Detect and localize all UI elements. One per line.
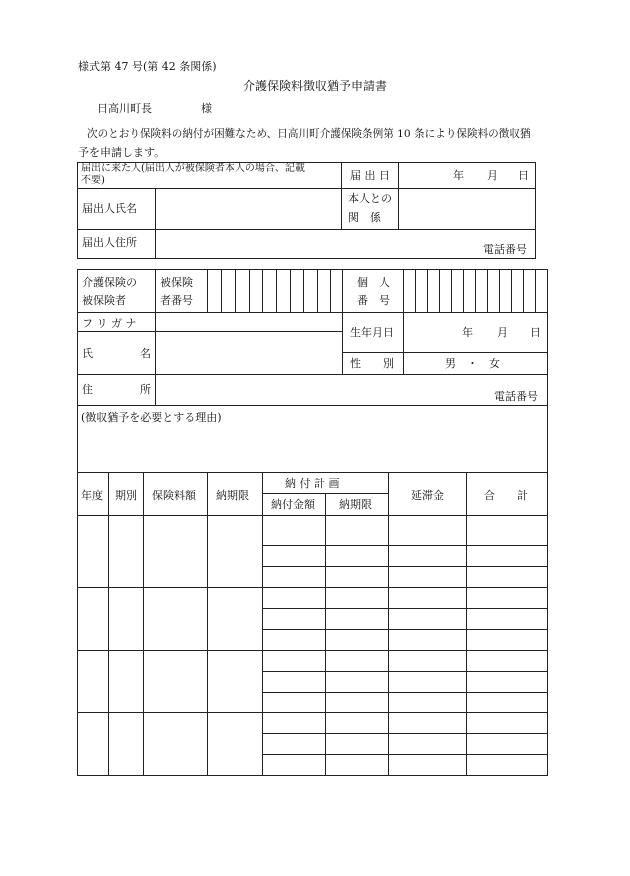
col-header-plan: 納 付 計 画 [285,477,340,490]
honorific: 様 [201,102,212,115]
furigana-label: フ リ ガ ナ [82,317,137,330]
relation-label: 本人との [348,192,392,205]
relation-label-2: 関 係 [348,211,381,224]
furigana-field[interactable] [156,313,342,331]
insured-phone-label: 電話番号 [494,390,538,403]
insured-address-label: 住 [82,383,93,396]
applicant-address-label: 届出人住所 [82,236,137,249]
date-month: 月 [487,169,498,182]
sex-label: 性 別 [350,357,394,370]
reason-label: (徴収猶予を必要とする理由) [81,411,222,424]
visitor-label-note: 不要) [81,175,105,186]
date-year: 年 [453,169,464,182]
col-header-year: 年度 [81,489,103,502]
personal-number-label: 個 人 [357,276,390,289]
birth-year: 年 [462,326,473,339]
visitor-label: 届出に来た人(届出人が被保険者本人の場合、記載 [81,163,305,174]
insured-label: 介護保険の [82,276,137,289]
form-title: 介護保険料徴収猶予申請書 [243,79,388,93]
applicant-name-label: 届出人氏名 [82,202,137,215]
date-day: 日 [518,169,529,182]
col-header-plan-due: 納期限 [339,498,372,511]
date-label: 届 出 日 [350,169,390,182]
sex-options[interactable]: 男 ・ 女 [445,357,500,370]
personal-number-field[interactable] [404,270,547,312]
table-row[interactable] [78,651,547,712]
applicant-address-field[interactable] [156,230,535,258]
form-number: 様式第 47 号(第 42 条関係) [78,60,217,73]
insured-number-label: 被保険 [160,276,193,289]
col-header-period: 期別 [115,489,137,502]
relation-field[interactable] [399,189,535,229]
applicant-name-field[interactable] [156,189,341,229]
col-header-amount: 保険料額 [152,489,196,502]
intro-line-1: 次のとおり保険料の納付が困難なため、日高川町介護保険条例第 10 条により保険料の徴収猶 [87,128,531,140]
col-header-plan-amount: 納付金額 [271,498,315,511]
birth-day: 日 [530,326,541,339]
insured-number-label-2: 者番号 [160,294,193,307]
col-header-total: 合 計 [484,489,528,502]
table-row[interactable] [78,588,547,650]
intro-line-2: 予を申請します。 [78,146,166,159]
table-row[interactable] [78,713,547,775]
insured-number-field[interactable] [208,270,342,312]
personal-number-label-2: 番 号 [357,294,390,307]
birth-date-label: 生年月日 [350,326,394,339]
col-header-late-fee: 延滞金 [411,489,444,502]
applicant-phone-label: 電話番号 [483,243,527,256]
insured-name-field[interactable] [156,332,342,374]
insured-name-label: 氏 [82,347,93,360]
insured-label-2: 被保険者 [82,294,126,307]
table-row[interactable] [78,516,547,587]
col-header-due: 納期限 [216,489,249,502]
insured-address-label-2: 所 [140,383,151,396]
insured-name-label-2: 名 [140,347,151,360]
insured-address-field[interactable] [156,375,547,405]
addressee: 日高川町長 [97,102,152,115]
reason-field[interactable] [78,425,547,472]
birth-month: 月 [497,326,508,339]
